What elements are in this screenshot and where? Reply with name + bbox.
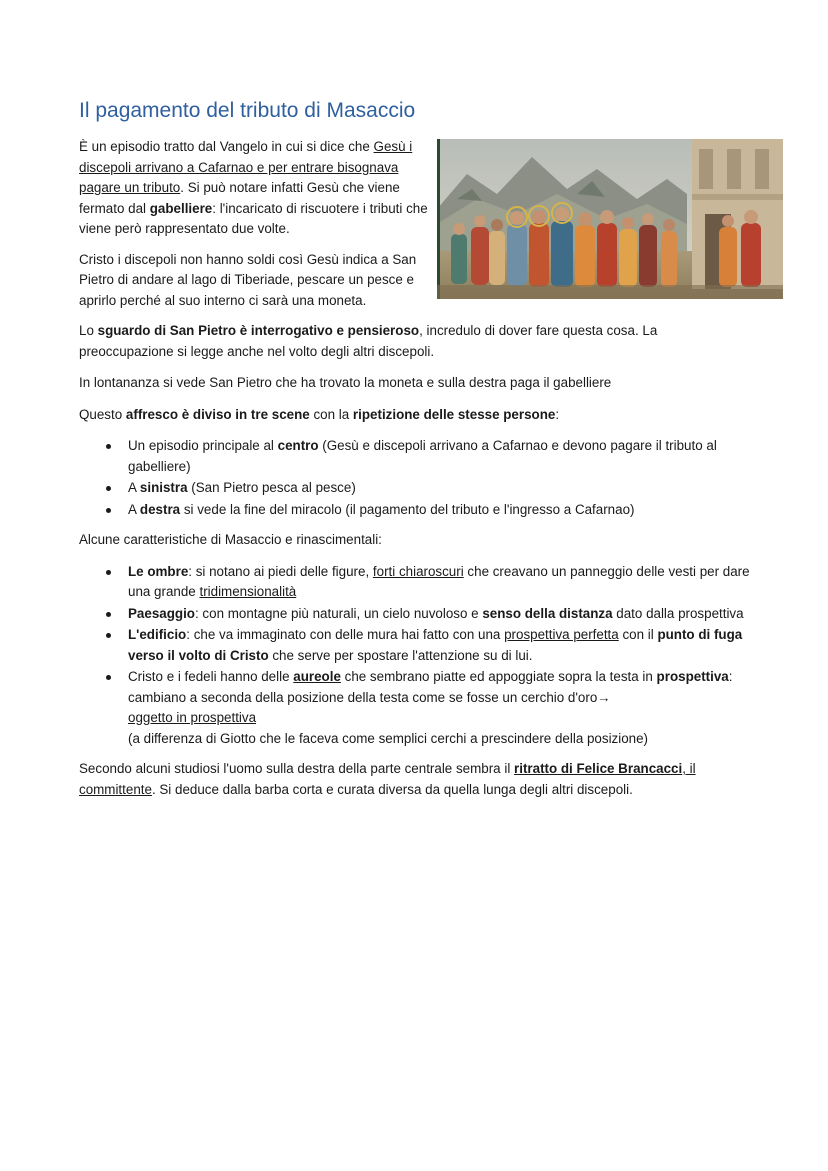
- page-title: Il pagamento del tributo di Masaccio: [79, 99, 416, 122]
- paragraph-caratteristiche: Alcune caratteristiche di Masaccio e rinascimentali:: [79, 532, 382, 547]
- list-item: A destra si vede la fine del miracolo (il pagamento del tributo e l'ingresso a Cafarnao): [128, 500, 751, 521]
- list-item: Paesaggio: con montagne più naturali, un cielo nuvoloso e senso della distanza dato dalla prospettiva: [128, 604, 751, 625]
- paragraph-san-pietro: Lo sguardo di San Pietro è interrogativo e pensieroso, incredulo di dover fare questa cosa. La preoccupazione si legge anche nel volto degli altri discepoli.: [79, 323, 658, 359]
- list-item: L'edificio: che va immaginato con delle mura hai fatto con una prospettiva perfetta con il punto di fuga verso il volto di Cristo che serve per spostare l'attenzione su di lui.: [128, 625, 751, 666]
- arrow-icon: →: [597, 689, 611, 705]
- intro-section: [79, 137, 751, 321]
- intro-paragraph-2: Cristo i discepoli non hanno soldi così Gesù indica a San Pietro di andare al lago di Tiberiade, pescare un pesce e aprirlo perché al suo interno ci sarà una moneta.: [79, 251, 417, 308]
- intro-paragraph-1: È un episodio tratto dal Vangelo in cui si dice che Gesù i discepoli arrivano a Cafarnao e per entrare bisognava pagare un tributo. Si può notare infatti Gesù che viene fermato dal gabelliere: l'incaricato di riscuotere i tributi che viene però rappresentato due volte.: [79, 139, 428, 236]
- scenes-list: [79, 436, 751, 520]
- paragraph-tre-scene: Questo affresco è diviso in tre scene con la ripetizione delle stesse persone:: [79, 406, 560, 422]
- fresco-image: [437, 139, 783, 299]
- paragraph-lontananza: In lontananza si vede San Pietro che ha trovato la moneta e sulla destra paga il gabelliere: [79, 375, 612, 390]
- paragraph-brancacci: Secondo alcuni studiosi l'uomo sulla destra della parte centrale sembra il ritratto di Felice Brancacci, il committente. Si deduce dalla barba corta e curata diversa da quella lunga degli altri discepoli.: [79, 761, 696, 797]
- document-page: [79, 96, 751, 811]
- list-item: Le ombre: si notano ai piedi delle figure, forti chiaroscuri che creavano un panneggio delle vesti per dare una grande tridimensionalità: [128, 562, 751, 603]
- list-item: Un episodio principale al centro (Gesù e discepoli arrivano a Cafarnao e devono pagare il tributo al gabelliere): [128, 436, 751, 477]
- list-item: Cristo e i fedeli hanno delle aureole che sembrano piatte ed appoggiate sopra la testa in prospettiva: cambiano a seconda della posizione della testa come se fosse un cerchio d'oro→ oggetto in prospettiva (a differenza di Giotto che le faceva come semplici cerchi a prescindere della posizione): [128, 667, 751, 749]
- intro-text: [79, 137, 431, 311]
- features-list: [79, 562, 751, 750]
- list-item: A sinistra (San Pietro pesca al pesce): [128, 478, 751, 499]
